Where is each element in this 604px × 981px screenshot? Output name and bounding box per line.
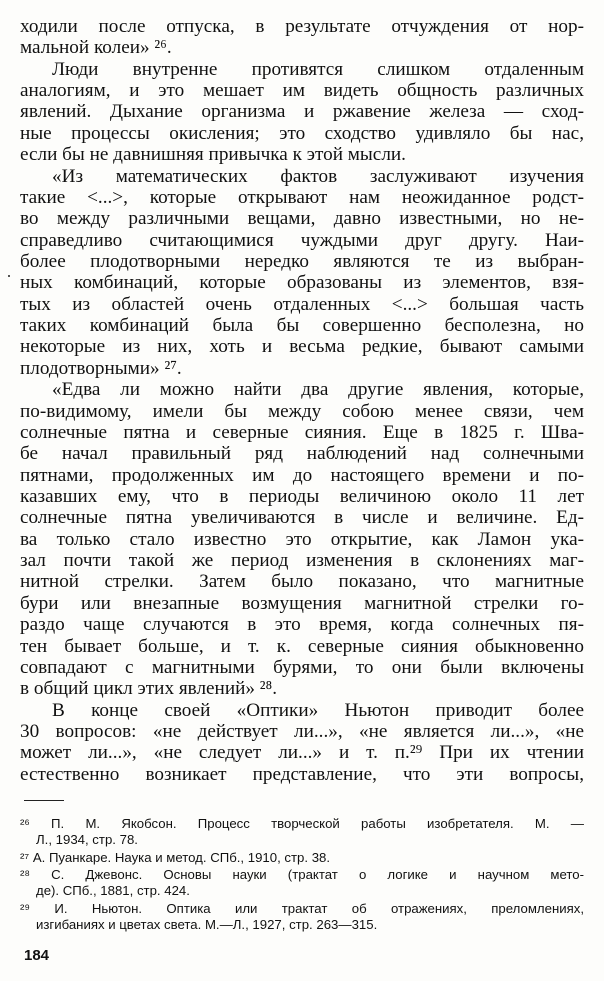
body-line: совпадают с магнитными бурями, то они были включены xyxy=(20,657,584,678)
body-line: бе начал правильный ряд наблюдений над солнечными xyxy=(20,443,584,464)
footnote-rule xyxy=(24,800,64,801)
footnote-line: ²⁷ А. Пуанкаре. Наука и метод. СПб., 1910, стр. 38. xyxy=(20,850,331,865)
body-line: 30 вопросов: «не действует ли...», «не является ли...», «не xyxy=(20,721,584,742)
body-line: тых из областей очень отдаленных <...> большая часть xyxy=(20,294,584,315)
body-line: солнечные пятна увеличиваются в числе и величине. Ед- xyxy=(20,507,584,528)
footnote-line: ²⁶ П. М. Якобсон. Процесс творческой работы изобретателя. М. — xyxy=(20,816,584,831)
footnote-line: изгибаниях и цветах света. М.—Л., 1927, стр. 263—315. xyxy=(36,917,378,932)
body-line: В конце своей «Оптики» Ньютон приводит более xyxy=(52,700,584,721)
body-line: некоторые из них, хоть и весьма редкие, бывают самыми xyxy=(20,336,584,357)
body-line: таких комбинаций была бы совершенно бесполезна, но xyxy=(20,315,584,336)
footnote-line: де). СПб., 1881, стр. 424. xyxy=(36,883,190,898)
body-line: справедливо считающимися чуждыми друг другу. Наи- xyxy=(20,230,584,251)
body-line: солнечные пятна и северные сияния. Еще в 1825 г. Шва- xyxy=(20,422,584,443)
body-line: аналогиям, и это мешает им видеть общность различных xyxy=(20,80,584,101)
body-line: тен бывает больше, и т. к. северные сияния обыкновенно xyxy=(20,636,584,657)
scan-speck xyxy=(8,275,10,277)
body-line: ва только стало известно это открытие, как Ламон ука- xyxy=(20,529,584,550)
footnote-line: ²⁸ С. Джевонс. Основы науки (трактат о логике и научном мето- xyxy=(20,867,584,882)
body-line: мальной колеи» ²⁶. xyxy=(20,37,172,58)
body-line: казавших ему, что в периоды величиною около 11 лет xyxy=(20,486,584,507)
body-line: пятнами, продолженных им до настоящего времени и по- xyxy=(20,465,584,486)
body-line: «Едва ли можно найти два другие явления, которые, xyxy=(52,379,584,400)
body-line: ные процессы окисления; это сходство удивляло бы нас, xyxy=(20,123,584,144)
body-line: в общий цикл этих явлений» ²⁸. xyxy=(20,678,277,699)
body-line: может ли...», «не следует ли...» и т. п.²⁹ При их чтении xyxy=(20,742,584,763)
body-line: по-видимому, имели бы между собою менее связи, чем xyxy=(20,401,584,422)
body-line: раздо чаще случаются в это время, когда солнечных пя- xyxy=(20,614,584,635)
body-line: явлений. Дыхание организма и ржавение железа — сход- xyxy=(20,101,584,122)
body-line: такие <...>, которые открывают нам неожиданное родст- xyxy=(20,187,584,208)
body-line: ных комбинаций, которые образованы из элементов, взя- xyxy=(20,272,584,293)
footnote-line: Л., 1934, стр. 78. xyxy=(36,832,138,847)
footnote-line: ²⁹ И. Ньютон. Оптика или трактат об отражениях, преломлениях, xyxy=(20,901,584,916)
body-line: нитной стрелки. Затем было показано, что магнитные xyxy=(20,571,584,592)
body-line: плодотворными» ²⁷. xyxy=(20,358,182,379)
body-line: ходили после отпуска, в результате отчуждения от нор- xyxy=(20,16,584,37)
body-line: более плодотворными нередко являются те из выбран- xyxy=(20,251,584,272)
page-number: 184 xyxy=(24,947,50,964)
body-line: если бы не давнишняя привычка к этой мысли. xyxy=(20,144,406,165)
body-line: естественно возникает представление, что эти вопросы, xyxy=(20,764,584,785)
body-line: Люди внутренне противятся слишком отдаленным xyxy=(52,59,584,80)
body-line: во между различными вещами, давно известными, но не- xyxy=(20,208,584,229)
body-line: «Из математических фактов заслуживают изучения xyxy=(52,166,584,187)
body-line: бури или внезапные возмущения магнитной стрелки го- xyxy=(20,593,584,614)
body-line: зал почти такой же период изменения в склонениях маг- xyxy=(20,550,584,571)
